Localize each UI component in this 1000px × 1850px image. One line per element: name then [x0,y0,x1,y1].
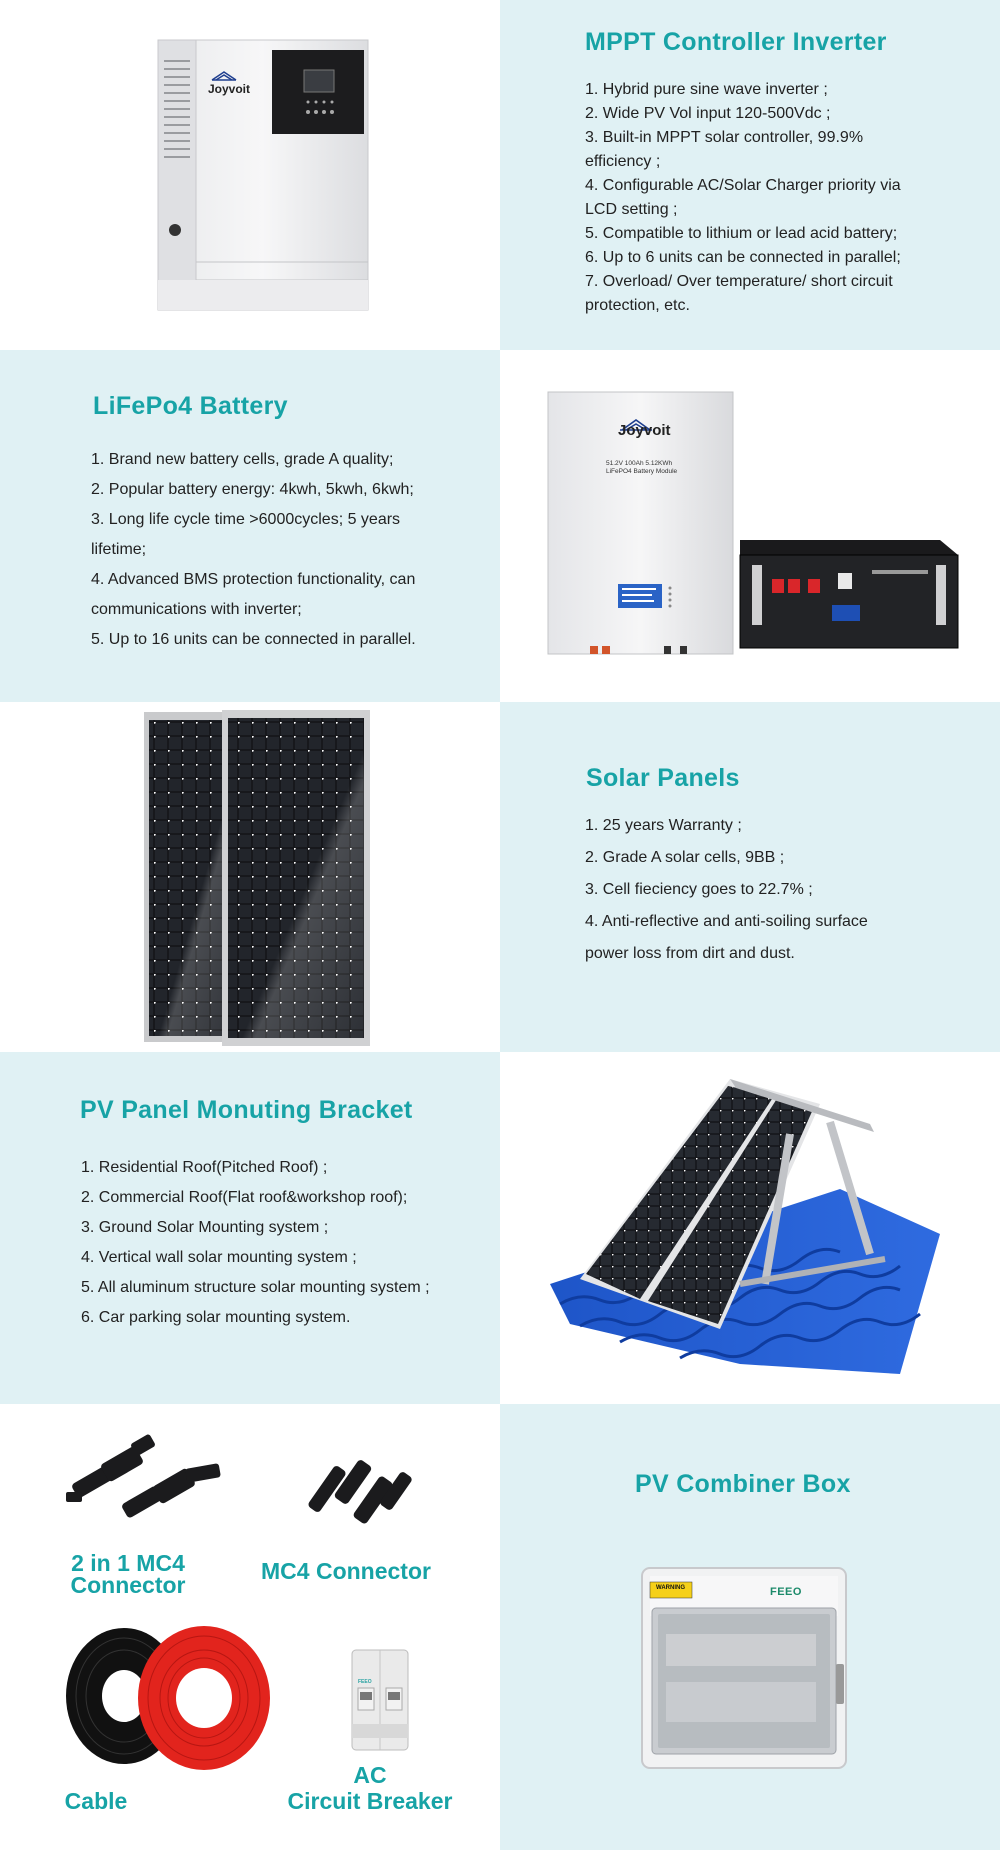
battery-module-label-2: LiFePO4 Battery Module [606,468,678,475]
ac-breaker-image [346,1644,416,1754]
list-item: 1. 25 years Warranty ; [585,817,742,834]
ac-breaker-caption-line2: Circuit Breaker [287,1788,453,1814]
combiner-title: PV Combiner Box [635,1470,851,1498]
mc4-connector-image [300,1444,420,1534]
mc4-2in1-caption-line2: Connector [70,1572,186,1598]
list-item: 6. Car parking solar mounting system. [81,1309,351,1326]
inverter-brand-logo: Joyvoit [208,82,251,96]
list-item: 3. Cell fieciency goes to 22.7% ; [585,881,813,898]
inverter-section [0,0,1000,350]
list-item: 5. Up to 16 units can be connected in parallel. [91,631,416,648]
inverter-text-cell [500,0,1000,350]
solar-panels-image [140,708,375,1048]
list-item: 7. Overload/ Over temperature/ short circuit [585,273,893,290]
battery-text-cell [0,350,500,702]
list-item: LCD setting ; [585,201,678,218]
combiner-brand: FEEO [770,1586,802,1598]
list-item: 1. Residential Roof(Pitched Roof) ; [81,1159,328,1176]
list-item: 5. All aluminum structure solar mounting system ; [81,1279,430,1296]
list-item: 1. Brand new battery cells, grade A quality; [91,451,394,468]
bracket-section [0,1052,1000,1404]
list-item: 2. Wide PV Vol input 120-500Vdc ; [585,105,831,122]
ac-breaker-caption [270,1762,470,1814]
cable-caption: Cable [64,1788,128,1814]
bracket-image [540,1074,980,1389]
list-item: 3. Built-in MPPT solar controller, 99.9% [585,129,864,146]
bracket-title: PV Panel Monuting Bracket [80,1096,413,1124]
list-item: 2. Grade A solar cells, 9BB ; [585,849,785,866]
list-item: 2. Commercial Roof(Flat roof&workshop roof); [81,1189,408,1206]
list-item: power loss from dirt and dust. [585,945,795,962]
mc4-2in1-connector-image [62,1434,232,1534]
battery-feature-list [91,445,416,655]
panels-section [0,702,1000,1052]
combiner-warning-label: WARNING [656,1585,685,1591]
combiner-cell [500,1404,1000,1850]
battery-module-label-1: 51.2V 100Ah 5.12KWh [606,460,673,467]
list-item: lifetime; [91,541,147,558]
list-item: 4. Anti-reflective and anti-soiling surface [585,913,868,930]
accessories-section [0,1404,1000,1850]
accessories-cell [0,1404,500,1850]
inverter-feature-list [585,78,901,318]
cable-image [62,1626,282,1776]
battery-title: LiFePo4 Battery [93,392,288,420]
combiner-box-image [636,1564,852,1774]
list-item: 5. Compatible to lithium or lead acid battery; [585,225,898,242]
ac-breaker-caption-line1: AC [353,1762,387,1788]
bracket-feature-list [81,1153,430,1333]
bracket-image-cell [500,1052,1000,1404]
list-item: communications with inverter; [91,601,302,618]
mc4-2in1-caption [48,1552,208,1596]
list-item: 4. Configurable AC/Solar Charger priority via [585,177,901,194]
panels-text-cell [500,702,1000,1052]
bracket-text-cell [0,1052,500,1404]
battery-image-cell [500,350,1000,702]
panels-title: Solar Panels [586,764,740,792]
list-item: efficiency ; [585,153,661,170]
mc4-caption: MC4 Connector [261,1558,431,1584]
ac-breaker-brand: FEEO [358,1679,372,1685]
list-item: 3. Long life cycle time >6000cycles; 5 years [91,511,401,528]
list-item: 3. Ground Solar Mounting system ; [81,1219,329,1236]
panels-feature-list [585,810,868,970]
list-item: protection, etc. [585,297,690,314]
panels-image-cell [0,702,500,1052]
list-item: 4. Vertical wall solar mounting system ; [81,1249,357,1266]
list-item: 6. Up to 6 units can be connected in parallel; [585,249,901,266]
battery-image [540,390,970,670]
battery-section [0,350,1000,702]
battery-brand-logo: Joyvoit [618,422,671,439]
list-item: 1. Hybrid pure sine wave inverter ; [585,81,828,98]
list-item: 4. Advanced BMS protection functionality, can [91,571,416,588]
inverter-title: MPPT Controller Inverter [585,28,887,56]
mc4-2in1-caption-line1: 2 in 1 MC4 [71,1550,185,1576]
list-item: 2. Popular battery energy: 4kwh, 5kwh, 6kwh; [91,481,414,498]
inverter-image-cell [0,0,500,350]
inverter-image [150,30,380,320]
